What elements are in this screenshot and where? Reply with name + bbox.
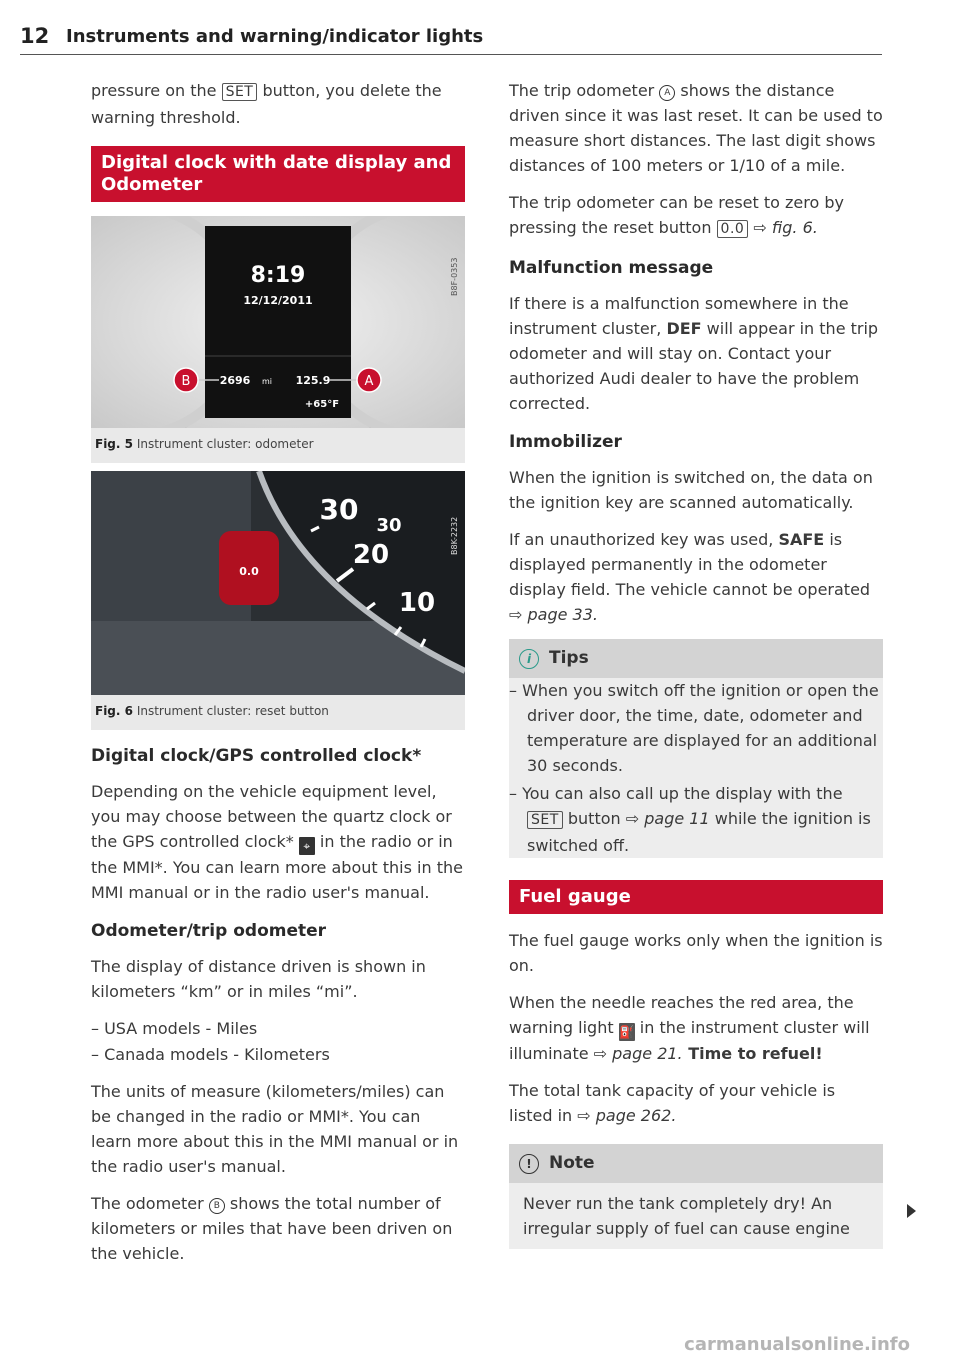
fuel-warning-icon: ⛽: [619, 1025, 635, 1039]
gps-clock-icon: ⌖: [299, 837, 315, 855]
figure-6-code: B8K-2232: [450, 516, 459, 555]
heading-digital-clock: Digital clock/GPS controlled clock*: [91, 746, 422, 766]
page-number: 12: [20, 24, 50, 48]
tips-list: [509, 678, 883, 858]
paragraph-safe: If an unauthorized key was used, SAFE is displayed permanently in the odometer display field. The vehicle cannot be operated ⇨ page 33.: [509, 530, 871, 624]
right-column: [509, 78, 883, 1265]
callout-a-label: A: [364, 374, 374, 389]
paragraph-fuel-2: When the needle reaches the red area, the warning light ⛽ in the instrument cluster will illuminate ⇨ page 21. Time to refuel!: [509, 993, 870, 1063]
intro-paragraph: pressure on the SET button, you delete the warning threshold.: [91, 81, 442, 127]
page-header-title: Instruments and warning/indicator lights: [66, 26, 484, 47]
heading-malfunction: Malfunction message: [509, 258, 714, 278]
paragraph-tank: The total tank capacity of your vehicle is listed in ⇨ page 262.: [509, 1081, 836, 1125]
heading-odometer: Odometer/trip odometer: [91, 921, 327, 941]
scale-10: 10: [398, 588, 436, 618]
note-header: ! Note: [509, 1144, 883, 1183]
figure-6: [91, 471, 465, 730]
tips-header: i Tips: [509, 639, 883, 678]
reset-button-illustration: [91, 471, 465, 695]
cluster-temperature: +65°F: [304, 399, 340, 410]
paragraph-total: The odometer B shows the total number of kilometers or miles that have been driven on the vehicle.: [91, 1194, 453, 1263]
continue-arrow-icon: [907, 1204, 916, 1218]
scale-20: 20: [352, 540, 390, 570]
section-banner-fuel: Fuel gauge: [509, 880, 883, 914]
heading-immobilizer: Immobilizer: [509, 432, 622, 452]
section-banner-clock: Digital clock with date display and Odometer: [91, 146, 465, 202]
cluster-time: 8:19: [250, 263, 306, 288]
cluster-trip: 125.9: [295, 374, 331, 387]
paragraph-reset: The trip odometer can be reset to zero by pressing the reset button 0.0 ⇨ fig. 6.: [509, 193, 844, 237]
link-page-21[interactable]: ⇨ page 21.: [593, 1044, 683, 1063]
note-icon: !: [519, 1154, 539, 1174]
ref-b: B: [209, 1198, 225, 1214]
tip-item: – You can also call up the display with the SET button ⇨ page 11 while the ignition is switched off.: [509, 784, 871, 855]
figure-5-image: [91, 216, 465, 428]
paragraph-units: The units of measure (kilometers/miles) can be changed in the radio or MMI*. You can learn more about this in the MMI manual or in the radio user's manual.: [91, 1082, 459, 1176]
watermark: carmanualsonline.info: [684, 1334, 910, 1355]
figure-6-caption: Fig. 6 Instrument cluster: reset button: [95, 704, 329, 718]
list-item: – USA models - Miles: [91, 1019, 258, 1038]
cluster-unit: mi: [261, 377, 273, 386]
models-list: [91, 1016, 465, 1067]
cluster-date: 12/12/2011: [243, 294, 313, 307]
link-page-262[interactable]: ⇨ page 262.: [577, 1106, 677, 1125]
paragraph-malfunction: If there is a malfunction somewhere in the instrument cluster, DEF will appear in the trip odometer and will stay on. Contact your authorized Audi dealer to have the problem corrected.: [509, 294, 879, 413]
page-header: [20, 24, 882, 55]
left-column: [91, 78, 465, 1278]
cluster-odometer: 2696: [219, 374, 251, 387]
figure-6-image: [91, 471, 465, 695]
callout-b-label: B: [181, 374, 191, 389]
note-box: [509, 1144, 883, 1249]
paragraph-fuel-1: The fuel gauge works only when the ignition is on.: [509, 931, 883, 975]
ref-a: A: [659, 85, 675, 101]
figure-5-caption: Fig. 5 Instrument cluster: odometer: [95, 437, 314, 451]
set-key: SET: [222, 83, 258, 101]
note-text: Never run the tank completely dry! An irregular supply of fuel can cause engine: [523, 1194, 850, 1238]
tip-item: – When you switch off the ignition or open the driver door, the time, date, odometer and temperature are displayed for an additional 30 seconds.: [509, 681, 879, 775]
scale-30: 30: [319, 493, 359, 526]
tips-box: [509, 639, 883, 858]
paragraph-clock: Depending on the vehicle equipment level, you may choose between the quartz clock or the GPS controlled clock* ⌖ in the radio or in the MMI*. You can learn more about this in the MMI manual or in the radio user's manual.: [91, 782, 463, 902]
figure-5: [91, 216, 465, 463]
link-page-11[interactable]: ⇨ page 11: [625, 809, 710, 828]
scale-30-small: 30: [376, 515, 402, 536]
link-page-33[interactable]: ⇨ page 33.: [509, 605, 598, 624]
reset-button-label: 0.0: [239, 565, 259, 578]
figure-5-code: B8F-0353: [450, 257, 459, 296]
odometer-cluster-illustration: [91, 216, 465, 428]
paragraph-odometer: The display of distance driven is shown in kilometers “km” or in miles “mi”.: [91, 957, 426, 1001]
link-fig6[interactable]: ⇨ fig. 6.: [753, 218, 818, 237]
paragraph-immobilizer: When the ignition is switched on, the data on the ignition key are scanned automatically.: [509, 468, 873, 512]
paragraph-trip: The trip odometer A shows the distance driven since it was last reset. It can be used to measure short distances. The last digit shows distances of 100 meters or 1/10 of a mile.: [509, 81, 883, 175]
reset-key: 0.0: [717, 220, 749, 238]
set-key: SET: [527, 811, 563, 829]
info-icon: i: [519, 649, 539, 669]
list-item: – Canada models - Kilometers: [91, 1045, 330, 1064]
